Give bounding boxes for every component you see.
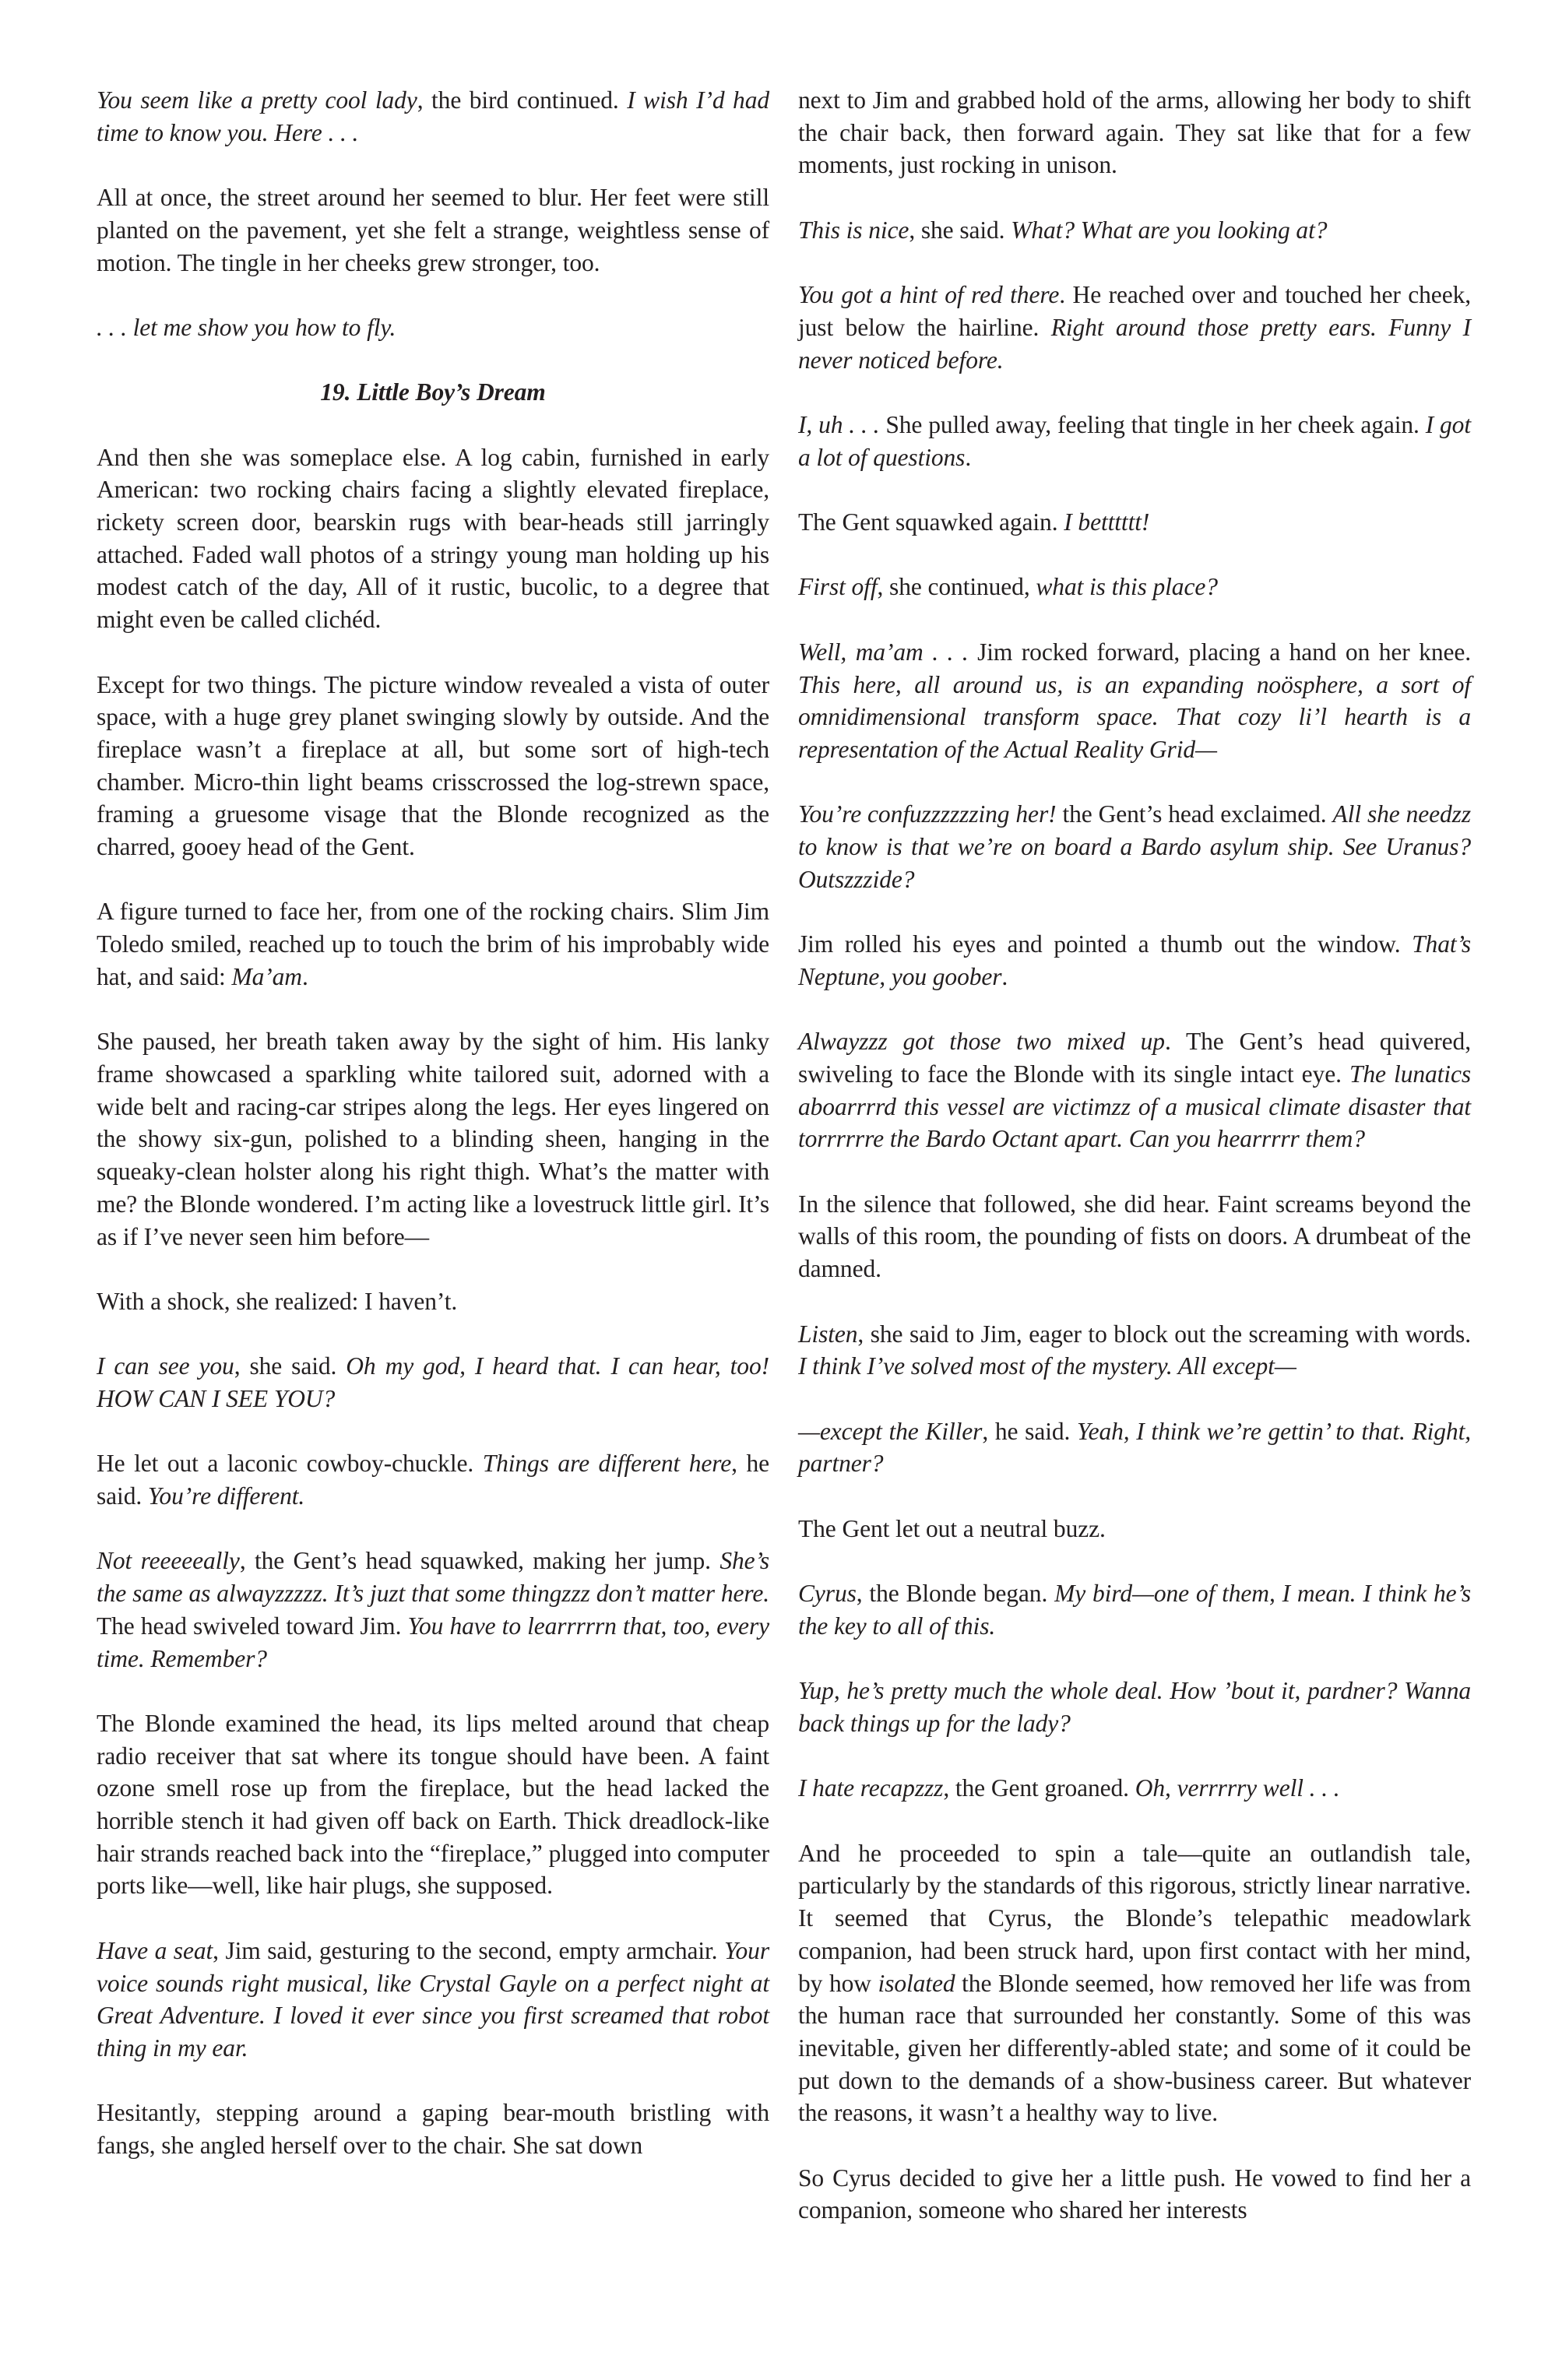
text-run: Jim rolled his eyes and pointed a thumb out the window. <box>798 930 1413 958</box>
paragraph <box>798 798 1471 895</box>
text-run: , he said. <box>982 1417 1078 1445</box>
italic-run: You seem like a pretty cool lady <box>97 86 417 114</box>
text-run: . <box>965 443 972 471</box>
paragraph <box>798 409 1471 473</box>
italic-run: What? What are you looking at? <box>1011 216 1328 244</box>
text-run: . He reached over and touched her cheek, just below the hairline. <box>798 281 1471 341</box>
italic-run: She’s the same as alwayzzzzz. It’s juzt that some thingzzz don’t matter here. <box>97 1547 770 1608</box>
text-run: , the Gent groaned. <box>943 1774 1135 1802</box>
paragraph <box>798 1772 1471 1805</box>
text-run: , the Gent’s head squawked, making her jump. <box>239 1547 720 1575</box>
text-run: She pulled away, feeling that tingle in her cheek again. <box>879 410 1426 438</box>
paragraph <box>798 2162 1471 2227</box>
italic-run: My bird—one of them, I mean. I think he’s the key to all of this. <box>798 1580 1471 1640</box>
italic-run: I hate recapzzz <box>798 1774 944 1802</box>
text-run: the Blonde seemed, how removed her life was from the human race that surrounded her constantly. Some of this was inevitable, given her differently-abled state; and some of it could be put down to the demands of a show-business career. But whatever the reasons, it wasn’t a healthy way to live. <box>798 1969 1471 2127</box>
paragraph <box>97 1935 769 2065</box>
text-run: All at once, the street around her seemed to blur. Her feet were still planted on the pavement, yet she felt a strange, weightless sense of motion. The tingle in her cheeks grew stronger, too. <box>97 184 769 276</box>
text-run: With a shock, she realized: I haven’t. <box>97 1287 458 1315</box>
paragraph <box>798 214 1471 247</box>
paragraph <box>97 84 769 149</box>
text-run: A figure turned to face her, from one of the rocking chairs. Slim Jim Toledo smiled, reached up to touch the brim of his improbably wide hat, and said: <box>97 898 769 990</box>
italic-run: isolated <box>878 1969 955 1997</box>
text-run: The head swiveled toward Jim. <box>97 1612 408 1640</box>
italic-run: You’re confuzzzzzzing her! <box>798 800 1057 828</box>
italic-run: Oh, verrrrry well . . . <box>1135 1774 1340 1802</box>
paragraph <box>798 1675 1471 1739</box>
paragraph <box>97 1350 769 1415</box>
text-run: The Gent squawked again. <box>798 508 1064 536</box>
text-run: She paused, her breath taken away by the sight of him. His lanky frame showcased a sparkling white tailored suit, adorned with a wide belt and racing-car stripes along the legs. Her eyes lingered on the showy six-gun, polished to a blinding sheen, hanging in the squeaky-clean holster along his right thigh. What’s the matter with me? the Blonde wondered. I’m acting like a lovestruck little girl. It’s as if I’ve never seen him before— <box>97 1028 769 1250</box>
paragraph <box>97 2097 769 2161</box>
italic-run: Right around those pretty ears. Funny I never noticed before. <box>798 313 1471 374</box>
left-column <box>97 84 769 2162</box>
paragraph <box>97 441 769 636</box>
paragraph <box>798 1513 1471 1545</box>
italic-run: That’s Neptune, you goober <box>798 930 1471 990</box>
paragraph <box>798 636 1471 766</box>
text-run: In the silence that followed, she did hear. Faint screams beyond the walls of this room, the pounding of fists on doors. A drumbeat of the damned. <box>798 1190 1471 1283</box>
italic-run: I got a lot of questions <box>798 410 1471 471</box>
italic-run: I betttttt! <box>1064 508 1150 536</box>
text-run: , she continued, <box>877 573 1036 601</box>
italic-run: First off <box>798 573 878 601</box>
text-run: The Blonde examined the head, its lips melted around that cheap radio receiver that sat where its tongue should have been. A faint ozone smell rose up from the fireplace, but the head lacked the horrible stench it had given off back on Earth. Thick dreadlock-like hair strands reached back into the “fireplace,” plugged into computer ports like—well, like hair plugs, she supposed. <box>97 1709 769 1900</box>
paragraph <box>798 571 1471 603</box>
right-column <box>798 84 1471 2227</box>
italic-run: This here, all around us, is an expanding noösphere, a sort of omnidimensional transform space. That cozy li’l hearth is a representation of the Actual Reality Grid— <box>798 670 1471 763</box>
text-run: And he proceeded to spin a tale—quite an outlandish tale, particularly by the standards of this rigorous, strictly linear narrative. It seemed that Cyrus, the Blonde’s telepathic meadowlark companion, had been struck hard, upon first contact with her mind, by how <box>798 1839 1471 1997</box>
paragraph <box>97 1025 769 1253</box>
text-run: And then she was someplace else. A log cabin, furnished in early American: two rocking chairs facing a slightly elevated fireplace, rickety screen door, bearskin rugs with bear-heads still jarringly attached. Faded wall photos of a stringy young man holding up his modest catch of the day, All of it rustic, bucolic, to a degree that might even be called clichéd. <box>97 443 769 634</box>
italic-run: Oh my god, I heard that. I can hear, too! HOW CAN I SEE YOU? <box>97 1352 769 1412</box>
italic-run: Yeah, I think we’re gettin’ to that. Right, partner? <box>798 1417 1471 1478</box>
paragraph <box>97 1285 769 1318</box>
paragraph <box>97 669 769 863</box>
italic-run: Well, ma’am . . . <box>798 638 969 666</box>
paragraph <box>798 1188 1471 1285</box>
italic-run: The lunatics aboarrrrd this vessel are victimzz of a musical climate disaster that torrrrrre the Bardo Octant apart. Can you hearrrrr them? <box>798 1060 1471 1153</box>
text-run: Hesitantly, stepping around a gaping bear-mouth bristling with fangs, she angled herself over to the chair. She sat down <box>97 2099 769 2160</box>
italic-run: I think I’ve solved most of the mystery. All except— <box>798 1352 1296 1380</box>
italic-run: 19. Little Boy’s Dream <box>320 378 546 406</box>
text-run: , the Blonde began. <box>856 1580 1055 1608</box>
italic-run: . . . let me show you how to fly. <box>97 313 396 341</box>
paragraph <box>97 895 769 993</box>
paragraph <box>798 1837 1471 2129</box>
italic-run: You got a hint of red there <box>798 281 1060 309</box>
text-run: , he said. <box>97 1450 769 1510</box>
text-run: , she said. <box>234 1352 347 1380</box>
text-run: . The Gent’s head quivered, swiveling to face the Blonde with its single intact eye. <box>798 1028 1471 1088</box>
paragraph <box>97 1707 769 1902</box>
text-run: Except for two things. The picture window revealed a vista of outer space, with a huge grey planet swinging slowly by outside. And the fireplace wasn’t a fireplace at all, but some sort of high-tech chamber. Micro-thin light beams crisscrossed the log-strewn space, framing a gruesome visage that the Blonde recognized as the charred, gooey head of the Gent. <box>97 670 769 861</box>
chapter-heading <box>97 376 769 409</box>
paragraph <box>798 84 1471 181</box>
italic-run: Cyrus <box>798 1580 857 1608</box>
paragraph <box>798 1318 1471 1383</box>
italic-run: Things are different here <box>482 1450 732 1478</box>
italic-run: Not reeeeeally <box>97 1547 240 1575</box>
text-run: . <box>301 962 308 990</box>
italic-run: Alwayzzz got those two mixed up <box>798 1028 1165 1056</box>
italic-run: You’re different. <box>147 1482 305 1510</box>
italic-run: All she needzz to know is that we’re on board a Bardo asylum ship. See Uranus? Outszzzide? <box>798 800 1471 893</box>
text-run: . <box>1001 962 1008 990</box>
paragraph <box>97 181 769 279</box>
paragraph <box>798 928 1471 993</box>
italic-run: I wish I’d had time to know you. Here . . . <box>97 86 769 146</box>
italic-run: Have a seat <box>97 1936 213 1964</box>
text-run: , she said to Jim, eager to block out the screaming with words. <box>857 1320 1471 1348</box>
text-run: , she said. <box>909 216 1011 244</box>
text-run: So Cyrus decided to give her a little push. He vowed to find her a companion, someone who shared her interests <box>798 2164 1471 2224</box>
italic-run: Ma’am <box>231 962 302 990</box>
italic-run: I, uh . . . <box>798 410 880 438</box>
paragraph <box>798 279 1471 376</box>
italic-run: This is nice <box>798 216 909 244</box>
paragraph <box>798 1025 1471 1155</box>
paragraph <box>798 1415 1471 1480</box>
text-run: Jim rocked forward, placing a hand on her knee. <box>968 638 1472 666</box>
text-run: He let out a laconic cowboy-chuckle. <box>97 1450 483 1478</box>
paragraph <box>798 506 1471 539</box>
text-run: next to Jim and grabbed hold of the arms, allowing her body to shift the chair back, then forward again. They sat like that for a few moments, just rocking in unison. <box>798 86 1471 179</box>
italic-run: You have to learrrrrn that, too, every time. Remember? <box>97 1612 769 1672</box>
italic-run: Your voice sounds right musical, like Crystal Gayle on a perfect night at Great Adventure. I loved it ever since you first screamed that robot thing in my ear. <box>97 1936 769 2062</box>
text-run: the Gent’s head exclaimed. <box>1056 800 1333 828</box>
paragraph <box>97 311 769 344</box>
italic-run: what is this place? <box>1036 573 1218 601</box>
italic-run: I can see you <box>97 1352 234 1380</box>
paragraph <box>97 1447 769 1512</box>
italic-run: Listen <box>798 1320 858 1348</box>
text-run: The Gent let out a neutral buzz. <box>798 1514 1106 1542</box>
paragraph <box>97 1545 769 1675</box>
italic-run: Yup, he’s pretty much the whole deal. How ’bout it, pardner? Wanna back things up for the lady? <box>798 1677 1471 1737</box>
paragraph <box>798 1577 1471 1642</box>
italic-run: —except the Killer <box>798 1417 983 1445</box>
text-run: , the bird continued. <box>417 86 628 114</box>
text-run: , Jim said, gesturing to the second, empty armchair. <box>213 1936 724 1964</box>
